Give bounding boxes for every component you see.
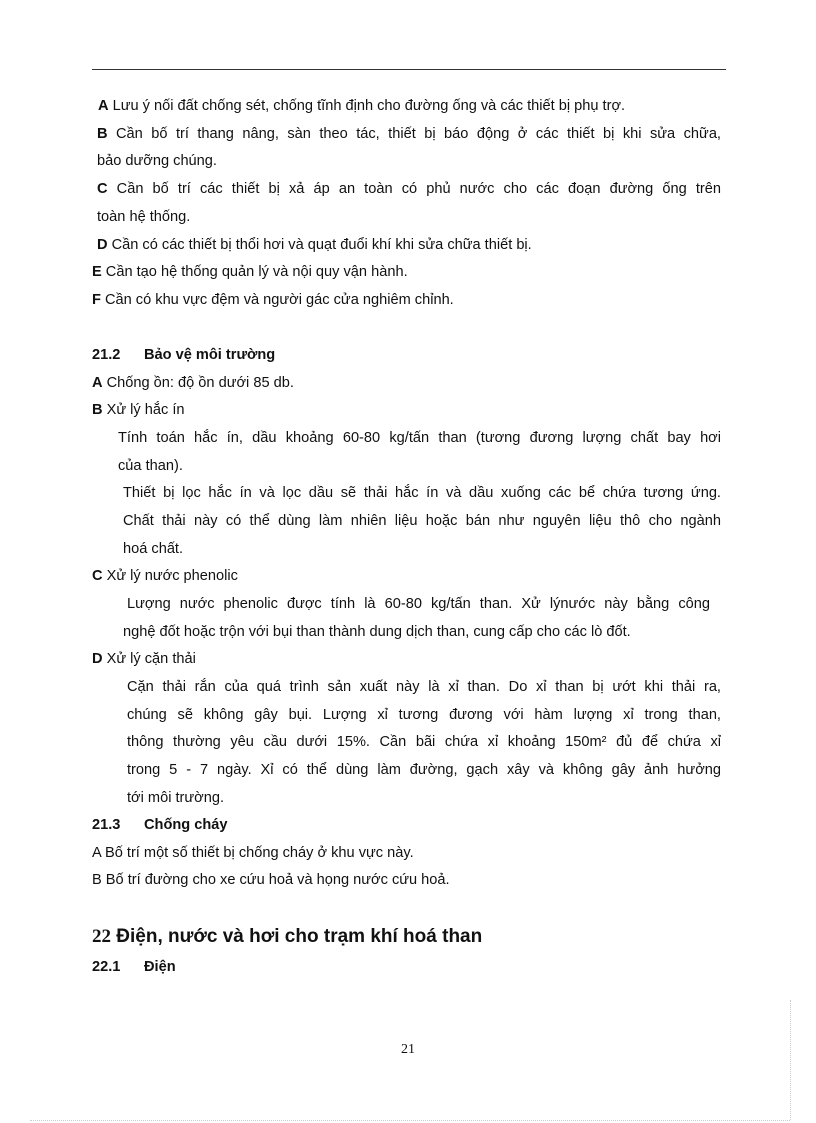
item-letter: E xyxy=(92,264,102,280)
item-b-continuation: bảo dưỡng chúng. xyxy=(97,153,217,169)
item-b-line xyxy=(97,125,721,143)
item-d-line xyxy=(97,236,532,254)
residue-paragraph-line: Cặn thải rắn của quá trình sản xuất này là xỉ than. Do xỉ than bị ướt khi thải ra, xyxy=(127,679,721,695)
fire-item-b: B Bố trí đường cho xe cứu hoả và họng nước cứu hoả. xyxy=(92,872,450,888)
section-title: Bảo vệ môi trường xyxy=(144,347,276,363)
residue-paragraph-line: chúng sẽ không gây bụi. Lượng xỉ tương đương với hàm lượng xỉ trong than, xyxy=(127,707,721,723)
item-f-line xyxy=(92,291,454,309)
item-c-continuation: toàn hệ thống. xyxy=(97,209,191,225)
item-text: Xử lý nước phenolic xyxy=(102,568,238,584)
fire-item-a: A Bố trí một số thiết bị chống cháy ở khu vực này. xyxy=(92,845,414,861)
item-letter: B xyxy=(92,402,103,418)
tar-paragraph-line: Thiết bị lọc hắc ín và lọc dầu sẽ thải hắc ín và dầu xuống các bể chứa tương ứng. xyxy=(123,485,721,501)
page-border-bottom xyxy=(30,1120,790,1121)
item-e-line xyxy=(92,263,408,281)
residue-paragraph-line: thông thường yêu cầu dưới 15%. Cần bãi chứa xỉ khoảng 150m² đủ để chứa xỉ xyxy=(127,734,721,750)
item-text: Chống ồn: độ ồn dưới 85 db. xyxy=(102,375,294,391)
section-heading-22-1 xyxy=(92,958,176,976)
item-text: Lưu ý nối đất chống sét, chống tĩnh định cho đường ống và các thiết bị phụ trợ. xyxy=(108,98,626,114)
item-letter: C xyxy=(97,181,108,197)
item-text: Cần bố trí các thiết bị xả áp an toàn có phủ nước cho các đoạn đường ống trên xyxy=(107,181,721,197)
item-letter: D xyxy=(92,651,103,667)
env-item-d xyxy=(92,650,196,668)
env-item-b xyxy=(92,401,185,419)
tar-paragraph-line: hoá chất. xyxy=(123,541,184,557)
tar-paragraph-line: Tính toán hắc ín, dầu khoảng 60-80 kg/tấn than (tương đương lượng chất bay hơi xyxy=(118,430,721,446)
env-item-c xyxy=(92,567,238,585)
phenolic-paragraph-line: nghệ đốt hoặc trộn với bụi than thành dung dịch than, cung cấp cho các lò đốt. xyxy=(123,624,631,640)
page-number: 21 xyxy=(401,1042,415,1057)
item-text: Xử lý cặn thải xyxy=(102,651,196,667)
item-letter: D xyxy=(97,237,108,253)
residue-paragraph-line: tới môi trường. xyxy=(127,790,225,806)
section-title: Chống cháy xyxy=(144,817,228,833)
item-text: Cần tạo hệ thống quản lý và nội quy vận hành. xyxy=(101,264,408,280)
tar-paragraph-line: Chất thải này có thể dùng làm nhiên liệu hoặc bán như nguyên liệu thô cho ngành xyxy=(123,513,721,529)
page-border-right xyxy=(790,1000,791,1120)
chapter-number: 22 xyxy=(92,926,111,947)
section-number: 21.2 xyxy=(92,347,121,363)
item-a-line xyxy=(98,97,625,115)
phenolic-paragraph-line: Lượng nước phenolic được tính là 60-80 kg/tấn than. Xử lýnước này bằng công xyxy=(127,596,710,612)
item-text: Cần có khu vực đệm và người gác cửa nghiêm chỉnh. xyxy=(100,292,454,308)
item-letter: F xyxy=(92,292,101,308)
section-heading-21-3 xyxy=(92,816,228,834)
item-text: Cần có các thiết bị thổi hơi và quạt đuổi khí khi sửa chữa thiết bị. xyxy=(107,237,532,253)
item-letter: B xyxy=(97,126,108,142)
chapter-title: Điện, nước và hơi cho trạm khí hoá than xyxy=(111,926,483,947)
item-letter: A xyxy=(98,98,109,114)
item-text: Xử lý hắc ín xyxy=(102,402,185,418)
residue-paragraph-line: trong 5 - 7 ngày. Xỉ có thể dùng làm đường, gạch xây và không gây ảnh hưởng xyxy=(127,762,721,778)
item-letter: C xyxy=(92,568,103,584)
item-letter: A xyxy=(92,375,103,391)
header-rule xyxy=(92,69,726,70)
section-number: 22.1 xyxy=(92,959,121,975)
chapter-heading-22 xyxy=(92,925,482,949)
tar-paragraph-line: của than). xyxy=(118,458,183,474)
item-text: Cần bố trí thang nâng, sàn theo tác, thiết bị báo động ở các thiết bị khi sửa chữa, xyxy=(107,126,721,142)
section-title: Điện xyxy=(144,959,176,975)
section-heading-21-2 xyxy=(92,346,275,364)
item-c-line xyxy=(97,180,721,198)
section-number: 21.3 xyxy=(92,817,121,833)
env-item-a xyxy=(92,374,294,392)
